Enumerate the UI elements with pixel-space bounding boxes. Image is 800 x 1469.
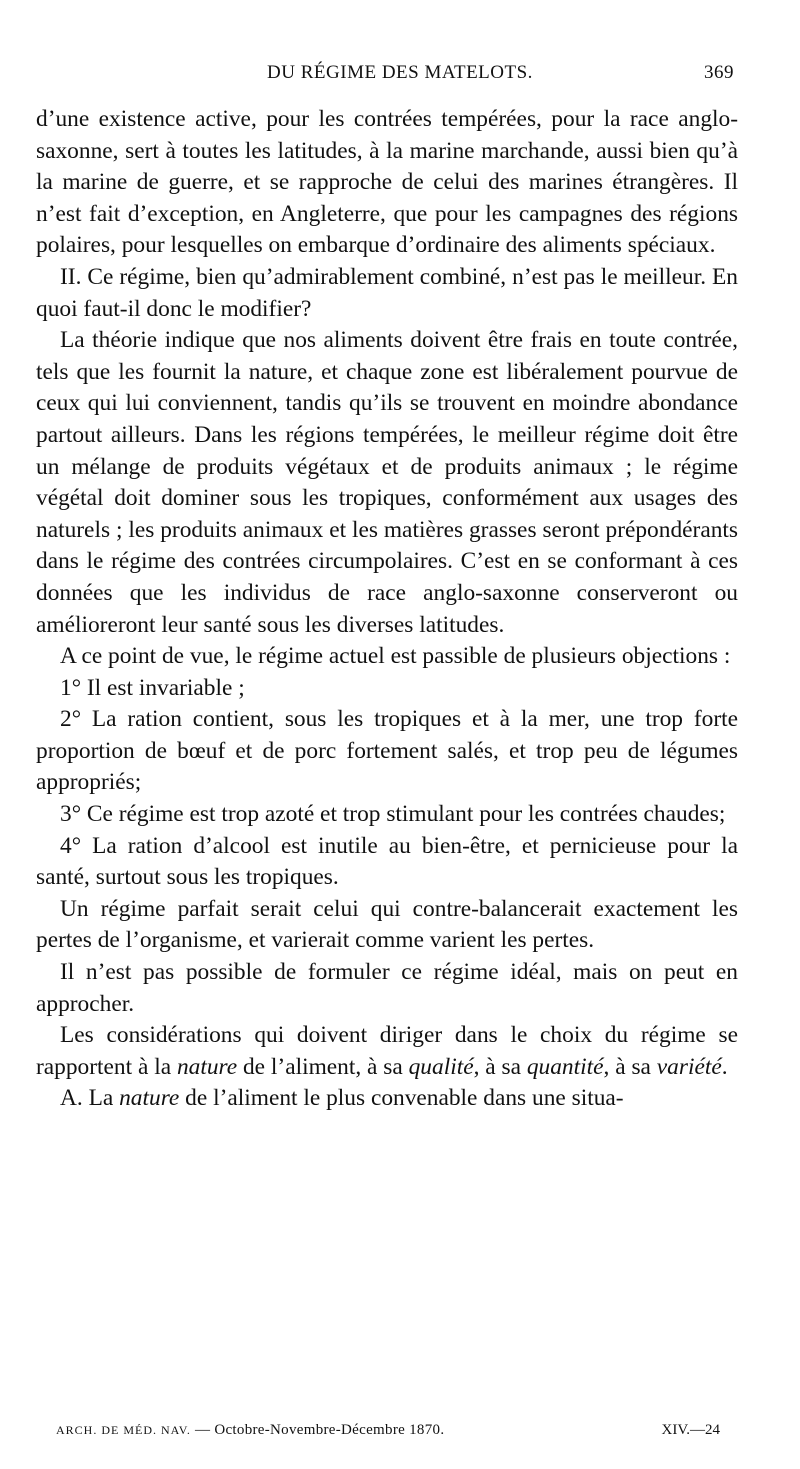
objection-3: 3° Ce régime est trop azoté et trop stimulant pour les contrées chaudes;	[60, 801, 726, 828]
journal-abbrev: ARCH. DE MÉD. NAV.	[56, 1423, 191, 1437]
paragraph-section-a: A. La nature de l’aliment le plus convenable dans une situa-	[60, 1085, 624, 1112]
paragraph-considerations: Les considérations qui doivent diriger dans le choix du régime se rapportent à la nature de l’aliment, à sa qualité, à sa quantité, à sa variété.	[36, 1022, 738, 1080]
footer-citation	[56, 1422, 444, 1439]
term-variete: variété	[656, 1053, 722, 1080]
objection-4: 4° La ration d’alcool est inutile au bien-être, et pernicieuse pour la santé, surtout sous les tropiques.	[36, 832, 738, 891]
paragraph-theory: La théorie indique que nos aliments doivent être frais en toute contrée, tels que les fournit la nature, et chaque zone est libéralement pourvue de ceux qui lui conviennent, tandis qu’ils se trouvent en moindre abondance partout ailleurs. Dans les régions tempérées, le meilleur régime doit être un mélange de produits végétaux et de produits animaux ; le régime végétal doit dominer sous les tropiques, conformément aux usages des naturels ; les produits animaux et les matières grasses seront prépondérants dans le régime des contrées circumpolaires. C’est en se conformant à ces données que les individus de race anglo-saxonne conserveront ou amélioreront leur santé sous les diverses latitudes.	[36, 327, 738, 638]
paragraph-section-ii: II. Ce régime, bien qu’admirablement combiné, n’est pas le meilleur. En quoi faut-il donc le modifier?	[36, 263, 738, 322]
term-qualite: qualité	[408, 1053, 474, 1080]
objection-2: 2° La ration contient, sous les tropiques et à la mer, une trop forte proportion de bœuf et de porc fortement salés, et trop peu de légumes appropriés;	[36, 706, 738, 796]
objection-1: 1° Il est invariable ;	[60, 674, 245, 701]
paragraph-continuation: d’une existence active, pour les contrées tempérées, pour la race anglo-saxonne, sert à toutes les latitudes, à la marine marchande, aussi bien qu’à la marine de guerre, et se rapproche de celui des marines étrangères. Il n’est fait d’exception, en Angleterre, que pour les campagnes des régions polaires, pour lesquelles on embarque d’ordinaire des aliments spéciaux.	[36, 106, 738, 259]
body-text	[36, 104, 738, 1115]
page-header	[0, 62, 800, 92]
term-nature: nature	[176, 1053, 238, 1080]
issue-date: Octobre-Novembre-Décembre 1870.	[214, 1422, 445, 1438]
paragraph-ideal-regime: Il n’est pas possible de formuler ce régime idéal, mais on peut en approcher.	[36, 959, 738, 1017]
term-nature-a: nature	[119, 1085, 180, 1112]
running-title: DU RÉGIME DES MATELOTS.	[267, 62, 533, 83]
paragraph-perfect-regime: Un régime parfait serait celui qui contre-balancerait exactement les pertes de l’organisme, et varierait comme varient les pertes.	[36, 895, 738, 954]
term-quantite: quantité	[526, 1053, 604, 1080]
paragraph-objections-intro: A ce point de vue, le régime actuel est passible de plusieurs objections :	[60, 643, 731, 670]
footer-dash: —	[194, 1422, 211, 1438]
page-footer	[36, 1422, 738, 1446]
page-number: 369	[704, 62, 734, 83]
printer-signature: XIV.—24	[661, 1422, 720, 1438]
